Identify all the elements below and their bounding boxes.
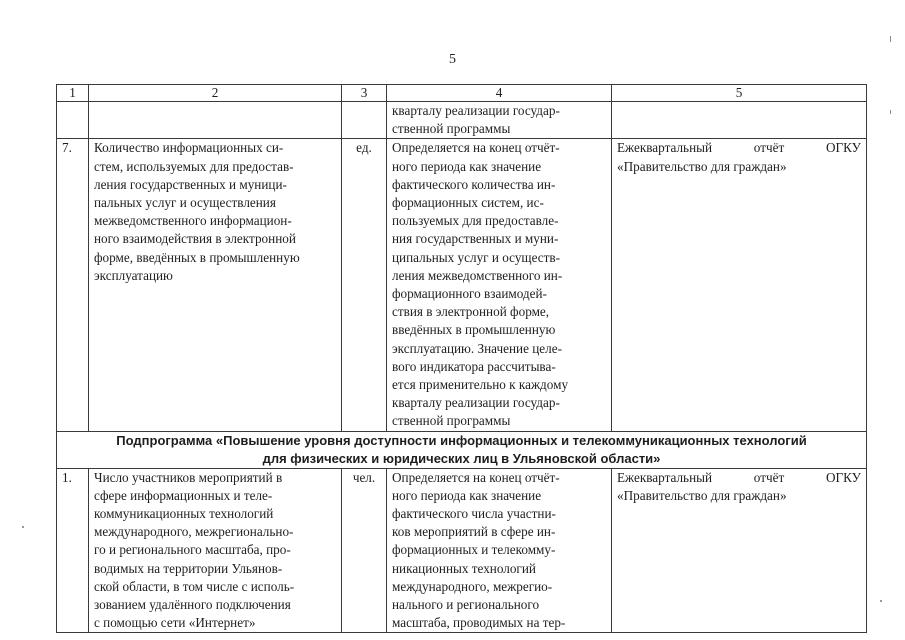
method-line: ления межведомственного ин- xyxy=(392,267,563,283)
method-line: ципальных услуг и осуществ- xyxy=(392,249,560,265)
name-line: форме, введённых в промышленную xyxy=(94,249,300,265)
method-line: вого индикатора рассчитыва- xyxy=(392,358,556,374)
source-word: отчёт xyxy=(753,140,785,156)
method-line: нального и регионального xyxy=(392,597,540,613)
method-cell xyxy=(387,468,612,633)
method-line: формационного взаимодей- xyxy=(392,286,547,302)
unit-cell xyxy=(342,102,387,139)
source-word: Ежеквартальный xyxy=(617,469,713,485)
source-word: ОГКУ xyxy=(825,469,861,485)
name-line: ления государственных и муници- xyxy=(94,176,287,192)
name-line: водимых на территории Ульянов- xyxy=(94,560,283,576)
column-number-3: 3 xyxy=(342,85,387,102)
source-line xyxy=(617,139,861,157)
name-line: эксплуатацию xyxy=(94,267,173,283)
name-line: сфере информационных и теле- xyxy=(94,487,273,503)
indicator-name-cell xyxy=(89,102,342,139)
table-row-continued xyxy=(57,102,867,139)
row-number-cell: 1. xyxy=(57,468,89,633)
name-line: пальных услуг и осуществления xyxy=(94,195,276,211)
method-cell xyxy=(387,102,612,139)
subprogram-title-line: Подпрограмма «Повышение уровня доступности информационных и телекоммуникационных технологий xyxy=(116,432,807,448)
name-line: с помощью сети «Интернет» xyxy=(94,615,256,631)
row-number-cell: 7. xyxy=(57,139,89,431)
name-line: ного взаимодействия в электронной xyxy=(94,231,296,247)
source-cell xyxy=(612,139,867,431)
column-number-4: 4 xyxy=(387,85,612,102)
method-line: введённых в промышленную xyxy=(392,322,556,338)
table-header-row xyxy=(57,85,867,102)
subprogram-title xyxy=(57,431,867,468)
name-line: зованием удалённого подключения xyxy=(94,597,291,613)
name-line: международного, межрегионально- xyxy=(94,524,294,540)
source-word: Ежеквартальный xyxy=(617,140,713,156)
indicator-name-cell xyxy=(89,468,342,633)
unit-cell: ед. xyxy=(342,139,387,431)
name-line: коммуникационных технологий xyxy=(94,506,274,522)
source-line: «Правительство для граждан» xyxy=(617,487,787,503)
method-line: никационных технологий xyxy=(392,560,536,576)
page-number: 5 xyxy=(449,52,456,67)
unit-cell: чел. xyxy=(342,468,387,633)
name-line: стем, используемых для предостав- xyxy=(94,158,294,174)
method-line: кварталу реализации государ- xyxy=(392,395,560,411)
method-line: международного, межрегио- xyxy=(392,578,553,594)
subprogram-title-line: для физических и юридических лиц в Ульяновской области» xyxy=(262,450,661,466)
source-word: ОГКУ xyxy=(825,140,861,156)
column-number-5: 5 xyxy=(612,85,867,102)
name-line: межведомственного информацион- xyxy=(94,213,292,229)
method-line: ния государственных и муни- xyxy=(392,231,559,247)
method-line: ствия в электронной форме, xyxy=(392,304,550,320)
indicator-name-cell xyxy=(89,139,342,431)
scan-mark xyxy=(22,526,24,528)
method-cell xyxy=(387,139,612,431)
source-cell xyxy=(612,468,867,633)
method-line: фактического числа участни- xyxy=(392,506,556,522)
method-line: формационных систем, ис- xyxy=(392,195,544,211)
subprogram-row xyxy=(57,431,867,468)
method-line: ков мероприятий в сфере ин- xyxy=(392,524,556,540)
method-line: фактического количества ин- xyxy=(392,176,556,192)
source-cell xyxy=(612,102,867,139)
method-line: ного периода как значение xyxy=(392,487,542,503)
column-number-1: 1 xyxy=(57,85,89,102)
table-row-1 xyxy=(57,468,867,633)
method-line: Определяется на конец отчёт- xyxy=(392,469,560,485)
name-line: Количество информационных си- xyxy=(94,140,284,156)
scan-mark xyxy=(890,110,891,114)
method-line: кварталу реализации государ- xyxy=(392,103,560,118)
method-line: масштаба, проводимых на тер- xyxy=(392,615,566,631)
name-line: Число участников мероприятий в xyxy=(94,469,283,485)
source-word: отчёт xyxy=(753,469,785,485)
method-line: ственной программы xyxy=(392,413,511,429)
method-line: ется применительно к каждому xyxy=(392,377,569,393)
row-number-cell xyxy=(57,102,89,139)
name-line: ской области, в том числе с исполь- xyxy=(94,578,295,594)
method-line: Определяется на конец отчёт- xyxy=(392,140,560,156)
method-line: ного периода как значение xyxy=(392,158,542,174)
name-line: го и регионального масштаба, про- xyxy=(94,542,291,558)
method-line: формационных и телекомму- xyxy=(392,542,556,558)
table-row-7 xyxy=(57,139,867,431)
source-line xyxy=(617,469,861,487)
source-line: «Правительство для граждан» xyxy=(617,158,787,174)
method-line: ственной программы xyxy=(392,121,511,137)
indicator-table xyxy=(56,84,867,633)
column-number-2: 2 xyxy=(89,85,342,102)
method-line: пользуемых для предоставле- xyxy=(392,213,559,229)
scan-mark xyxy=(890,36,891,42)
scan-mark xyxy=(880,600,882,602)
method-line: эксплуатацию. Значение целе- xyxy=(392,340,562,356)
